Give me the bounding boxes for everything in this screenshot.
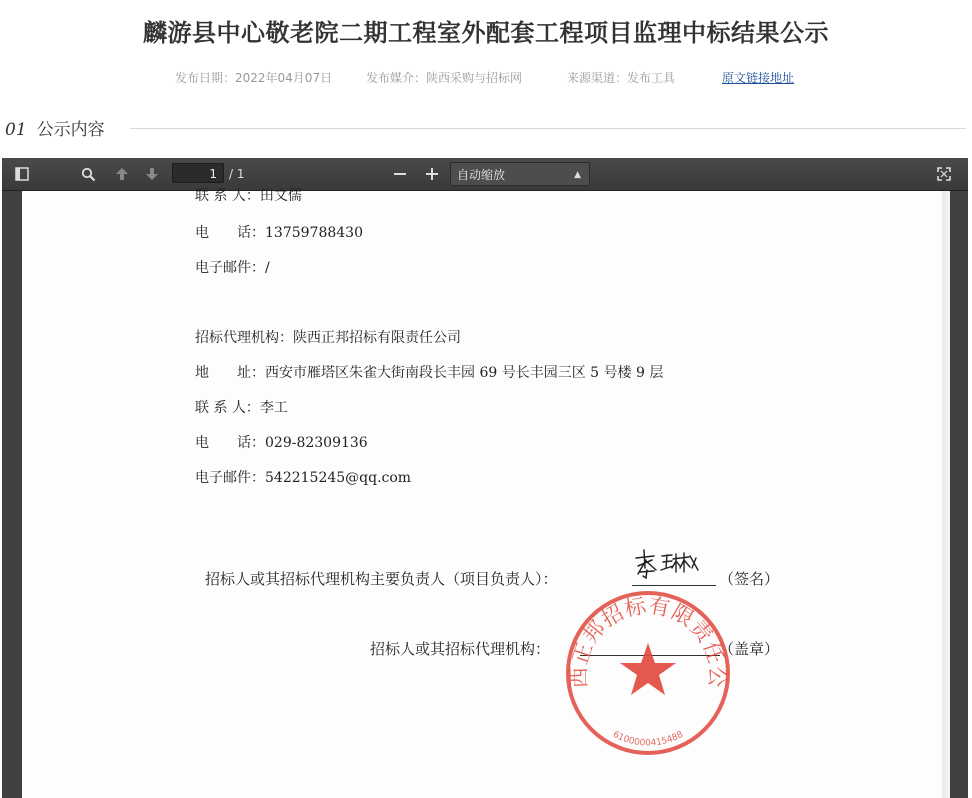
tenderer-phone-value: 13759788430	[265, 225, 363, 241]
section-header	[5, 115, 105, 140]
agency-name-label: 招标代理机构：	[195, 330, 293, 346]
publish-media: 发布媒介：陕西采购与招标网	[366, 71, 523, 85]
pdf-page	[22, 188, 942, 798]
agency-contact-value: 李工	[259, 400, 288, 416]
agency-contact-label: 联 系 人：	[195, 400, 260, 416]
handwritten-signature	[632, 546, 712, 584]
original-link[interactable]: 原文链接地址	[722, 71, 795, 85]
svg-text:6100000415488: 6100000415488	[610, 729, 686, 749]
page-edge	[942, 191, 950, 798]
zoom-select-value: 自动缩放	[457, 168, 506, 182]
signature-suffix: （签名）	[719, 570, 780, 588]
section-title: 公示内容	[36, 120, 105, 140]
pdf-viewer	[2, 158, 968, 798]
tenderer-email-value: /	[265, 260, 270, 276]
agency-phone-label: 电 话：	[195, 435, 265, 451]
agency-contact-row	[195, 397, 288, 417]
section-divider	[130, 128, 966, 129]
agency-phone-row	[195, 432, 368, 452]
agency-email-label: 电子邮件：	[195, 470, 265, 486]
agency-email-row	[195, 467, 411, 487]
seal-line-text: 招标人或其招标代理机构：	[370, 640, 551, 658]
tenderer-email-label: 电子邮件：	[195, 260, 265, 276]
agency-address-value: 西安市雁塔区朱雀大街南段长丰园 69 号长丰园三区 5 号楼 9 层	[265, 365, 664, 381]
source-channel: 来源渠道：发布工具	[567, 71, 676, 85]
sidebar-toggle-icon[interactable]	[10, 163, 34, 185]
section-number: 01	[5, 120, 27, 140]
agency-name-value: 陕西正邦招标有限责任公司	[293, 330, 461, 346]
zoom-select[interactable]	[450, 162, 590, 186]
page-number-input[interactable]: 1	[172, 163, 224, 183]
publish-date: 发布日期：2022年04月07日	[175, 71, 333, 85]
page-total: / 1	[229, 167, 245, 181]
fullscreen-icon[interactable]	[932, 163, 956, 185]
agency-address-label: 地 址：	[195, 365, 265, 381]
pdf-toolbar	[2, 158, 968, 191]
previous-page-icon[interactable]	[110, 163, 134, 185]
company-seal	[560, 585, 736, 765]
agency-phone-value: 029-82309136	[265, 435, 368, 451]
zoom-out-icon[interactable]	[388, 163, 412, 185]
tenderer-contact-label: 联 系 人：	[195, 188, 260, 204]
search-icon[interactable]	[76, 163, 100, 185]
chevron-updown-icon: ▲	[574, 170, 581, 180]
tenderer-phone-label: 电 话：	[195, 225, 265, 241]
tenderer-phone-row	[195, 222, 363, 242]
tenderer-contact-row	[195, 185, 302, 205]
svg-text:陕西正邦招标有限责任公司: 西正邦招标有限责任公	[566, 593, 730, 689]
signature-line-text: 招标人或其招标代理机构主要负责人（项目负责人）：	[205, 570, 558, 588]
tenderer-email-row	[195, 257, 270, 277]
agency-address-row	[195, 362, 663, 382]
agency-name-row	[195, 327, 461, 347]
page-title: 麟游县中心敬老院二期工程室外配套工程项目监理中标结果公示	[143, 19, 829, 47]
tenderer-contact-value: 田文儒	[259, 188, 302, 204]
zoom-in-icon[interactable]	[420, 163, 444, 185]
next-page-icon[interactable]	[140, 163, 164, 185]
agency-email-value: 542215245@qq.com	[265, 470, 412, 486]
seal-suffix: （盖章）	[719, 640, 780, 658]
